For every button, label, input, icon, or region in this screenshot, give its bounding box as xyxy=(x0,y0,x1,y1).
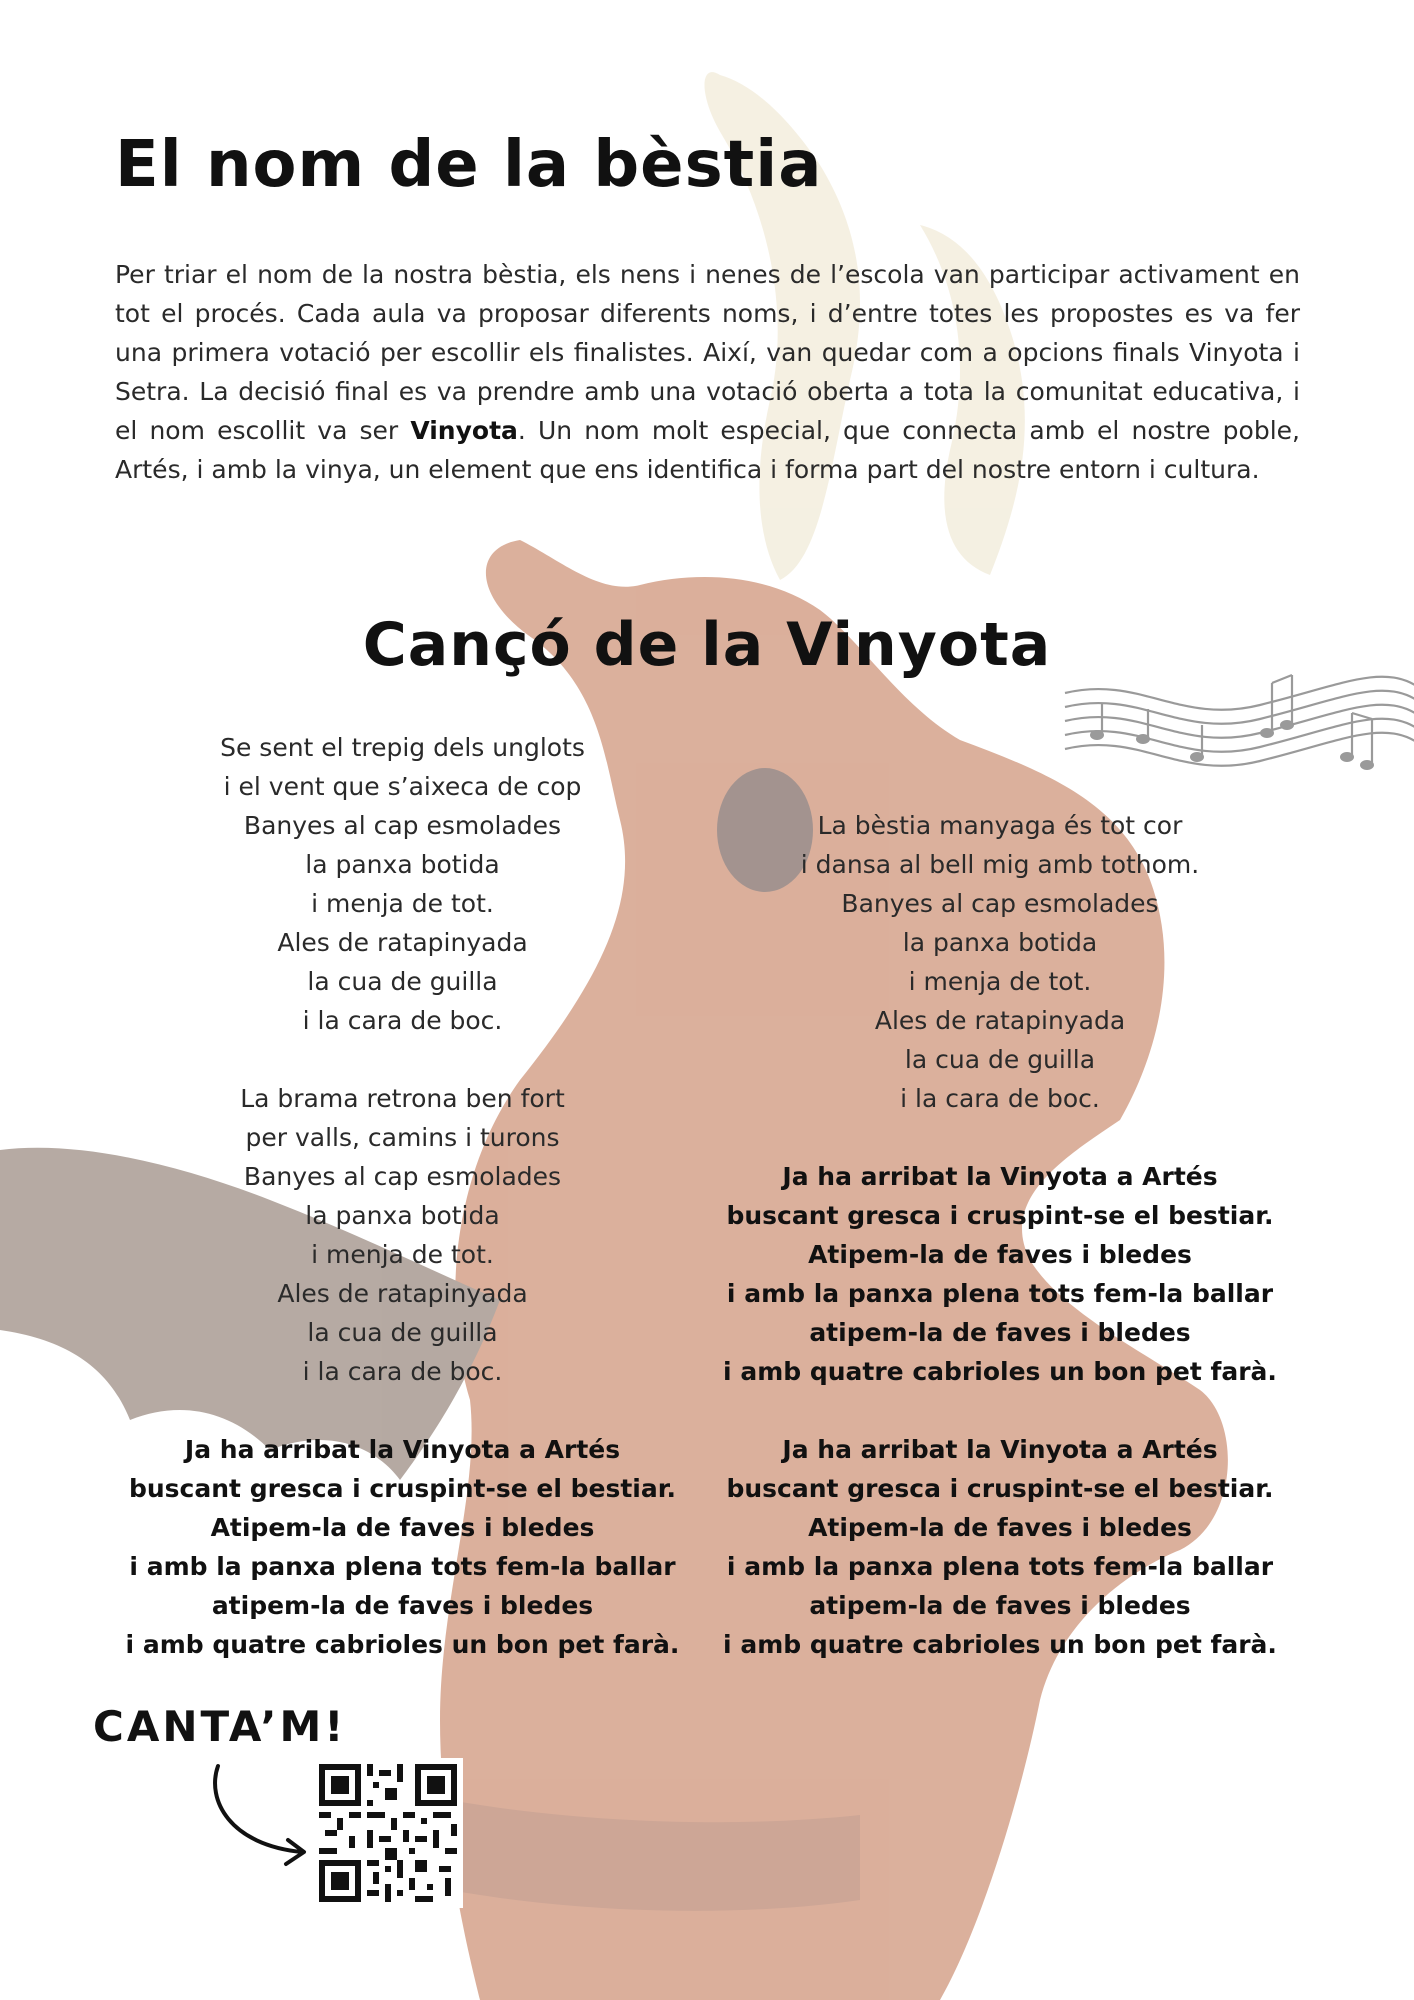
lyric-line: i menja de tot. xyxy=(311,1240,494,1269)
chorus-line: Atipem-la de faves i bledes xyxy=(808,1240,1192,1269)
lyric-line: i menja de tot. xyxy=(311,889,494,918)
song-title: Cançó de la Vinyota xyxy=(362,610,1052,680)
song-column-left xyxy=(110,728,695,1664)
intro-name-highlight: Vinyota xyxy=(410,416,518,445)
intro-paragraph xyxy=(115,255,1300,489)
music-notes-icon xyxy=(1060,665,1414,805)
qr-code[interactable] xyxy=(313,1758,463,1908)
lyric-line: i dansa al bell mig amb tothom. xyxy=(800,850,1200,879)
chorus-line: i amb la panxa plena tots fem-la ballar xyxy=(726,1552,1274,1581)
lyric-line: i menja de tot. xyxy=(908,967,1092,996)
lyric-line: la panxa botida xyxy=(305,850,500,879)
chorus-line: i amb quatre cabrioles un bon pet farà. xyxy=(723,1357,1277,1386)
chorus-line: i amb quatre cabrioles un bon pet farà. xyxy=(125,1630,680,1659)
chorus-line: buscant gresca i cruspint-se el bestiar. xyxy=(726,1474,1274,1503)
lyric-line: Banyes al cap esmolades xyxy=(243,811,562,840)
chorus-left xyxy=(110,1430,695,1664)
page-title: El nom de la bèstia xyxy=(115,128,823,202)
lyric-line: Ales de ratapinyada xyxy=(277,928,528,957)
canta-label: CANTA’M! xyxy=(93,1702,347,1751)
chorus-line: buscant gresca i cruspint-se el bestiar. xyxy=(726,1201,1274,1230)
lyric-line: La bèstia manyaga és tot cor xyxy=(817,811,1183,840)
chorus-line: Ja ha arribat la Vinyota a Artés xyxy=(782,1162,1218,1191)
arrow-icon xyxy=(200,1760,320,1870)
lyric-line: la cua de guilla xyxy=(307,1318,498,1347)
chorus-right-1 xyxy=(705,1157,1295,1391)
verse-3 xyxy=(705,806,1295,1118)
chorus-right-2 xyxy=(705,1430,1295,1664)
chorus-line: atipem-la de faves i bledes xyxy=(809,1591,1191,1620)
lyric-line: per valls, camins i turons xyxy=(245,1123,560,1152)
verse-2 xyxy=(110,1079,695,1391)
chorus-line: i amb la panxa plena tots fem-la ballar xyxy=(129,1552,676,1581)
lyric-line: La brama retrona ben fort xyxy=(240,1084,565,1113)
chorus-line: Atipem-la de faves i bledes xyxy=(210,1513,595,1542)
lyric-line: i la cara de boc. xyxy=(302,1357,503,1386)
verse-1 xyxy=(110,728,695,1040)
chorus-line: atipem-la de faves i bledes xyxy=(809,1318,1191,1347)
lyric-line: i la cara de boc. xyxy=(302,1006,503,1035)
chorus-line: atipem-la de faves i bledes xyxy=(211,1591,594,1620)
chorus-line: buscant gresca i cruspint-se el bestiar. xyxy=(128,1474,676,1503)
intro-text-after: . Un nom molt especial, que connecta amb el nostre poble, Artés, i amb la vinya, un element que ens identifica i forma part del nostre entorn i cultura. xyxy=(115,416,1300,484)
lyric-line: Banyes al cap esmolades xyxy=(841,889,1159,918)
song-column-right xyxy=(705,806,1295,1664)
lyric-line: la cua de guilla xyxy=(904,1045,1096,1074)
lyric-line: i el vent que s’aixeca de cop xyxy=(223,772,582,801)
lyric-line: la panxa botida xyxy=(305,1201,500,1230)
lyric-line: la panxa botida xyxy=(902,928,1098,957)
lyric-line: la cua de guilla xyxy=(307,967,498,996)
lyric-line: Ales de ratapinyada xyxy=(874,1006,1126,1035)
lyric-line: Ales de ratapinyada xyxy=(277,1279,528,1308)
chorus-line: i amb quatre cabrioles un bon pet farà. xyxy=(723,1630,1277,1659)
chorus-line: Ja ha arribat la Vinyota a Artés xyxy=(782,1435,1218,1464)
chorus-line: Ja ha arribat la Vinyota a Artés xyxy=(184,1435,621,1464)
lyric-line: Banyes al cap esmolades xyxy=(243,1162,562,1191)
lyric-line: Se sent el trepig dels unglots xyxy=(220,733,585,762)
lyric-line: i la cara de boc. xyxy=(900,1084,1100,1113)
chorus-line: i amb la panxa plena tots fem-la ballar xyxy=(726,1279,1274,1308)
intro-text-before: Per triar el nom de la nostra bèstia, els nens i nenes de l’escola van participar activament en tot el procés. Cada aula va proposar diferents noms, i d’entre totes les propostes es va fer una primera votació per escollir els finalistes. Així, van quedar com a opcions finals Vinyota i Setra. La decisió final es va prendre amb una votació oberta a tota la comunitat educativa, i el nom escollit va ser xyxy=(115,260,1300,445)
chorus-line: Atipem-la de faves i bledes xyxy=(808,1513,1192,1542)
